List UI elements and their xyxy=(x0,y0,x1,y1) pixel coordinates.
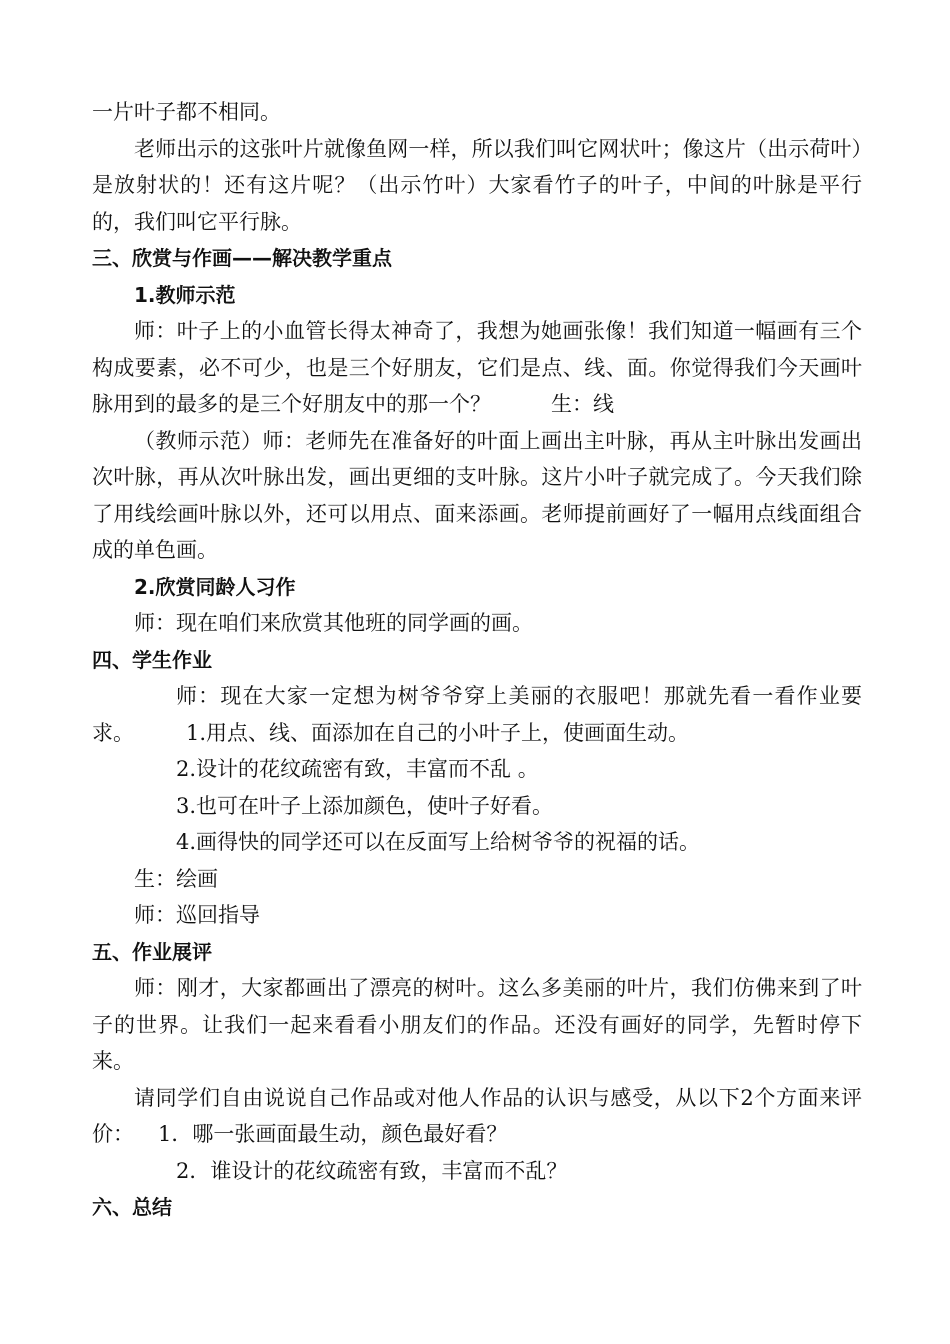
paragraph-teacher-guidance: 师：巡回指导 xyxy=(134,903,260,927)
paragraph-vein-types: 老师出示的这张叶片就像鱼网一样，所以我们叫它网状叶；像这片（出示荷叶）是放射状的！还有这片呢？（出示竹叶）大家看竹子的叶子，中间的叶脉是平行的，我们叫它平行脉。 xyxy=(92,136,862,234)
document-page xyxy=(92,94,862,1226)
paragraph-student-drawing: 生：绘画 xyxy=(134,866,218,891)
paragraph-appreciate-works: 师：现在咱们来欣赏其他班的同学画的画。 xyxy=(134,611,533,635)
section-heading-5: 五、作业展评 xyxy=(92,939,212,964)
paragraph-teacher-demo: （教师示范）师：老师先在准备好的叶面上画出主叶脉，再从主叶脉出发画出次叶脉，再从次叶脉出发，画出更细的支叶脉。这片小叶子就完成了。今天我们除了用线绘画叶脉以外，还可以用点、面来添画。老师提前画好了一幅用点线面组合成的单色画。 xyxy=(92,428,862,562)
evaluation-question-1: 1．哪一张画面最生动，颜色最好看？ xyxy=(158,1122,508,1146)
evaluation-intro-text: 请同学们自由说说自己作品或对他人作品的认识与感受，从以下2个方面来评价： xyxy=(92,1085,862,1146)
homework-intro-text: 师：现在大家一定想为树爷爷穿上美丽的衣服吧！那就先看一看作业要求。 xyxy=(92,684,862,745)
paragraph-teacher-question xyxy=(92,313,862,423)
requirement-item-2: 2.设计的花纹疏密有致，丰富而不乱 。 xyxy=(176,757,539,781)
subsection-heading-3-1: 1.教师示范 xyxy=(134,282,236,307)
requirement-item-1: 1.用点、线、面添加在自己的小叶子上，使画面生动。 xyxy=(186,720,690,745)
section-heading-6: 六、总结 xyxy=(92,1195,172,1219)
evaluation-question-2: 2．谁设计的花纹疏密有致，丰富而不乱？ xyxy=(176,1158,568,1183)
paragraph-evaluation xyxy=(92,1080,862,1153)
subsection-heading-3-2: 2.欣赏同龄人习作 xyxy=(134,574,296,599)
section-heading-4: 四、学生作业 xyxy=(92,647,212,672)
requirement-item-3: 3.也可在叶子上添加颜色，使叶子好看。 xyxy=(176,793,554,818)
paragraph-showcase: 师：刚才，大家都画出了漂亮的树叶。这么多美丽的叶片，我们仿佛来到了叶子的世界。让我们一起来看看小朋友们的作品。还没有画好的同学，先暂时停下来。 xyxy=(92,976,862,1073)
teacher-question-text: 师：叶子上的小血管长得太神奇了，我想为她画张像！我们知道一幅画有三个构成要素，必不可少，也是三个好朋友，它们是点、线、面。你觉得我们今天画叶脉用到的最多的是三个好朋友中的那一个？ xyxy=(92,319,862,416)
student-answer-text: 生：线 xyxy=(551,392,614,416)
paragraph-homework-requirements xyxy=(92,678,862,751)
section-heading-3: 三、欣赏与作画——解决教学重点 xyxy=(92,246,392,270)
paragraph-intro-continuation: 一片叶子都不相同。 xyxy=(92,100,281,124)
requirement-item-4: 4.画得快的同学还可以在反面写上给树爷爷的祝福的话。 xyxy=(176,830,701,854)
